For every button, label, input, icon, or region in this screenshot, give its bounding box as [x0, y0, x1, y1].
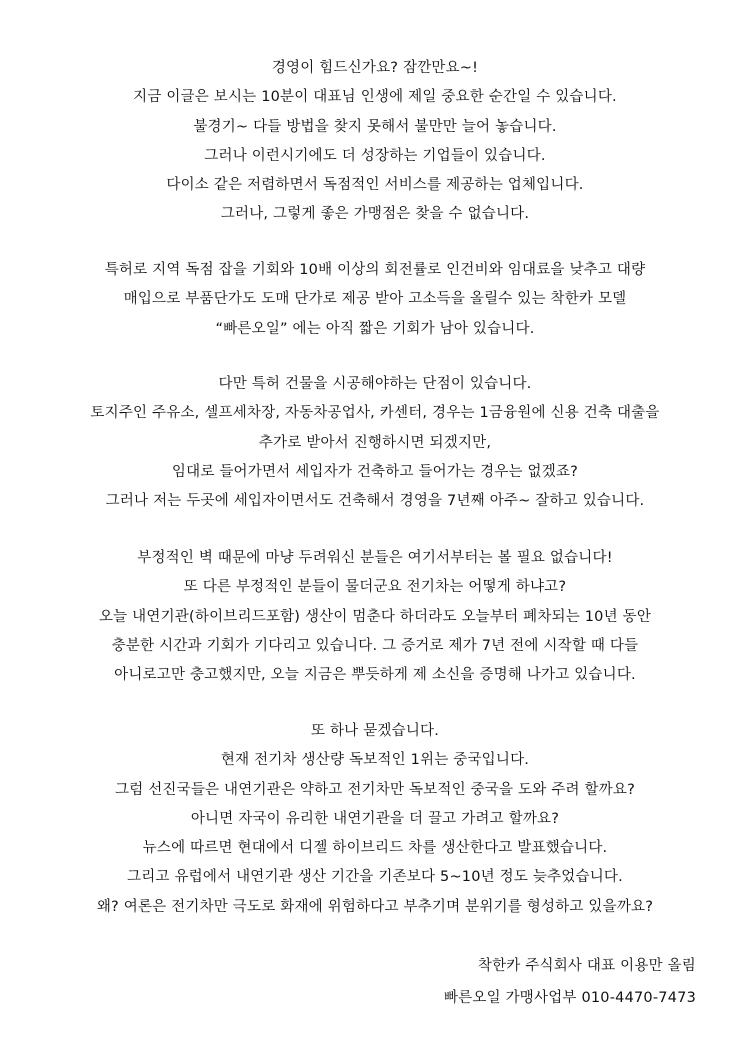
- signature-contact: 빠른오일 가맹사업부 010-4470-7473: [443, 990, 696, 1006]
- text-line: 다이소 같은 저렴하면서 독점적인 서비스를 제공하는 업체입니다.: [166, 177, 584, 194]
- text-line: 또 하나 묻겠습니다.: [310, 723, 440, 739]
- industry-question-paragraph: [0, 717, 750, 922]
- text-line: 임대로 들어가면서 세입자가 건축하고 들어가는 경우는 없겠죠?: [171, 463, 579, 480]
- text-line: 매입으로 부품단가도 도매 단가로 제공 받아 고소득을 올릴수 있는 착한카 모델: [123, 291, 627, 308]
- text-line: 현재 전기차 생산량 독보적인 1위는 중국입니다.: [220, 752, 530, 769]
- construction-paragraph: [0, 370, 750, 516]
- text-line: 또 다른 부정적인 분들이 물더군요 전기차는 어떻게 하냐고?: [183, 579, 567, 596]
- text-line: 추가로 받아서 진행하시면 되겠지만,: [258, 434, 492, 451]
- text-line: 충분한 시간과 기회가 기다리고 있습니다. 그 증거로 제가 7년 전에 시작할 때 다들: [111, 637, 639, 654]
- text-line: 그럼 선진국들은 내연기관은 약하고 전기차만 독보적인 중국을 도와 주려 할까요?: [114, 781, 635, 798]
- text-line: 경영이 힘드신가요? 잠깐만요~!: [271, 60, 479, 76]
- text-line: 불경기~ 다들 방법을 찾지 못해서 불만만 늘어 놓습니다.: [193, 118, 557, 135]
- electric-vehicle-paragraph: [0, 544, 750, 690]
- text-line: 토지주인 주유소, 셀프세차장, 자동차공업사, 카센터, 경우는 1금융원에 신용 건축 대출을: [90, 405, 660, 422]
- text-line: 그러나 저는 두곳에 세입자이면서도 건축해서 경영을 7년째 아주~ 잘하고 있습니다.: [105, 493, 645, 510]
- text-line: 아니로고만 충고했지만, 오늘 지금은 뿌듯하게 제 소신을 증명해 나가고 있습니다.: [114, 667, 636, 684]
- signature-author: 착한카 주식회사 대표 이용만 올림: [477, 958, 696, 974]
- patent-opportunity-paragraph: [0, 256, 750, 344]
- text-line: “빠른오일” 에는 아직 짧은 기회가 남아 있습니다.: [215, 320, 535, 337]
- text-line: 그러나, 그렇게 좋은 가맹점은 찾을 수 없습니다.: [220, 206, 530, 223]
- text-line: 왜? 여론은 전기차만 극도로 화재에 위험하다고 부추기며 분위기를 형성하고 있을까요?: [96, 898, 654, 915]
- text-line: 오늘 내연기관(하이브리드포함) 생산이 멈춘다 하더라도 오늘부터 폐차되는 10년 동안: [98, 608, 652, 625]
- intro-paragraph: [0, 54, 750, 230]
- text-line: 지금 이글은 보시는 10분이 대표님 인생에 제일 중요한 순간일 수 있습니다.: [133, 89, 617, 106]
- text-line: 다만 특허 건물을 시공해야하는 단점이 있습니다.: [218, 376, 532, 392]
- text-line: 그리고 유럽에서 내연기관 생산 기간을 기존보다 5~10년 정도 늦추었습니다.: [127, 869, 623, 886]
- text-line: 그러나 이런시기에도 더 성장하는 기업들이 있습니다.: [204, 147, 546, 164]
- text-line: 뉴스에 따르면 현대에서 디젤 하이브리드 차를 생산한다고 발표했습니다.: [142, 840, 608, 857]
- text-line: 아니면 자국이 유리한 내연기관을 더 끌고 가려고 할까요?: [190, 810, 560, 827]
- text-line: 특허로 지역 독점 잡을 기회와 10배 이상의 회전률로 인건비와 임대료을 낮추고 대량: [104, 262, 646, 278]
- text-line: 부정적인 벽 때문에 마냥 두려워신 분들은 여기서부터는 볼 필요 없습니다!: [137, 550, 613, 566]
- signature-block: [444, 950, 696, 1014]
